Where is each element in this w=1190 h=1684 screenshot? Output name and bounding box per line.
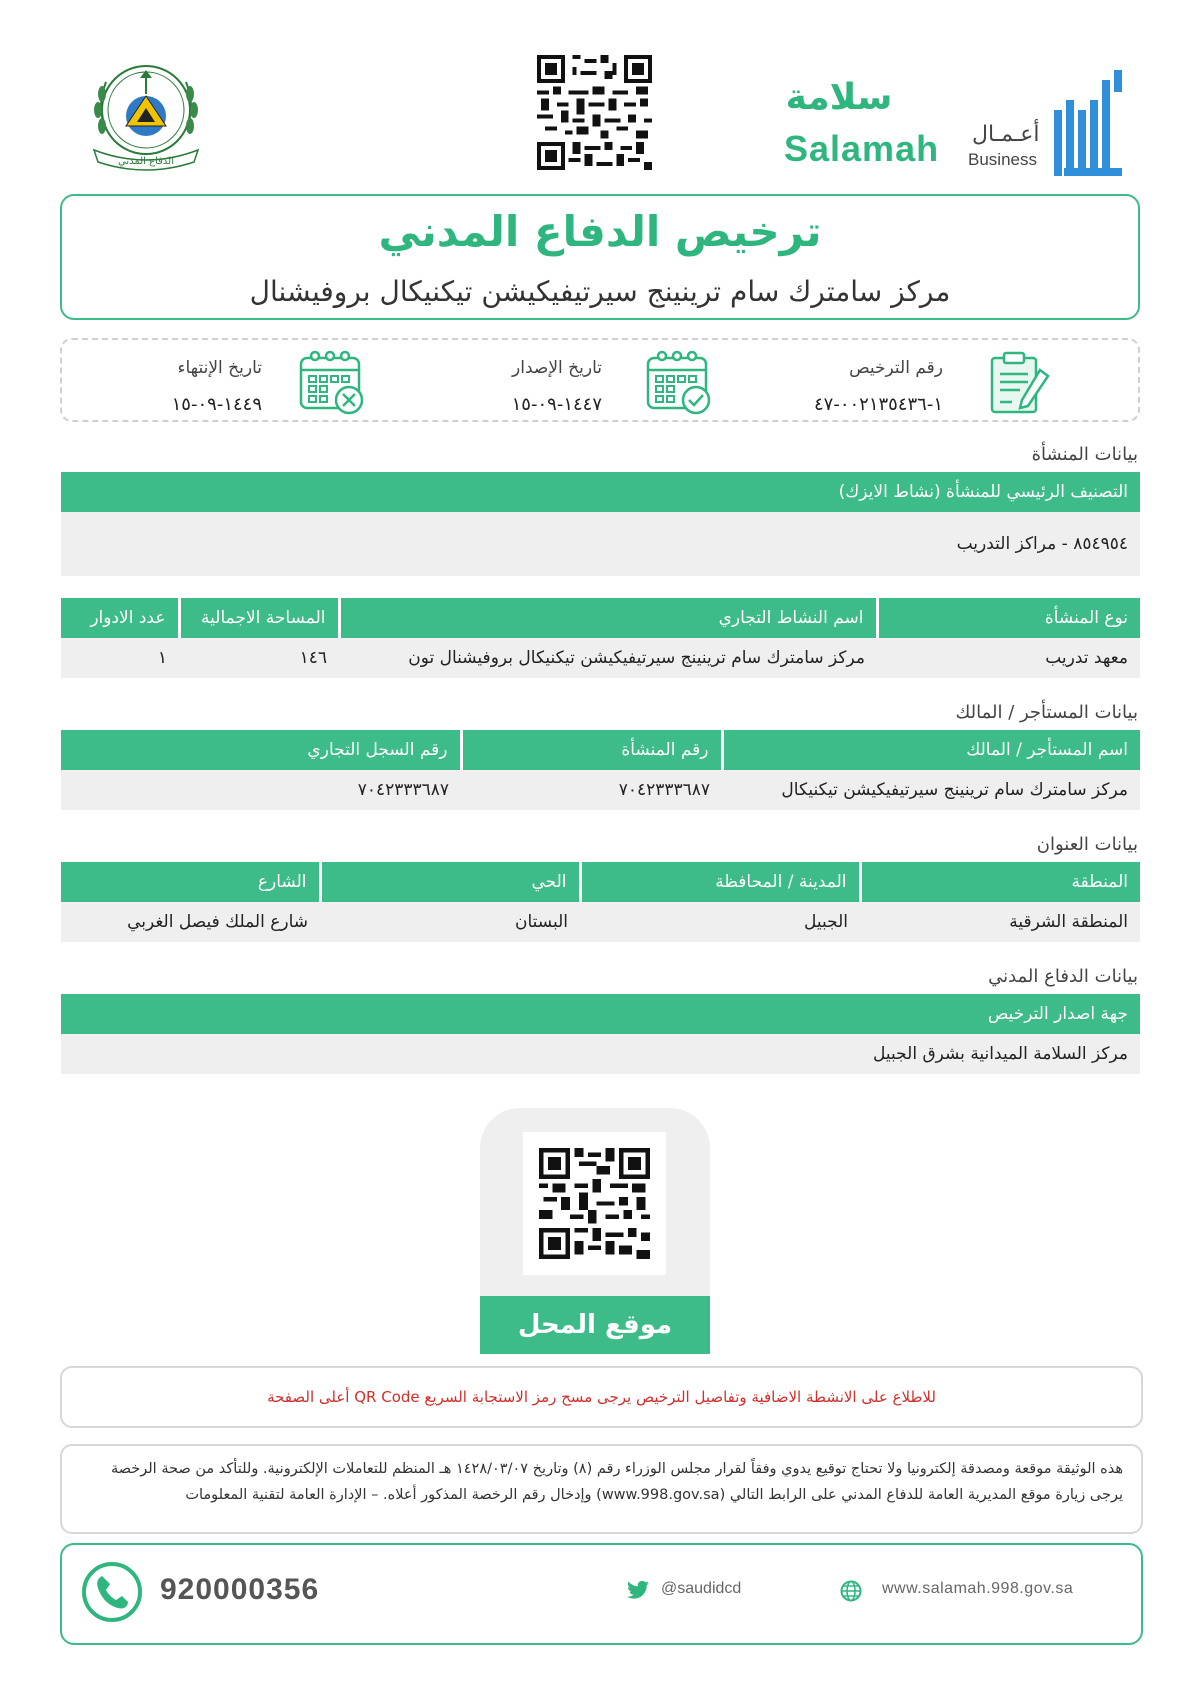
district-value: البستان	[320, 902, 580, 942]
total-area-header: المساحة الاجمالية	[179, 598, 339, 638]
civil-defense-table	[61, 994, 1140, 1074]
owner-name-header: اسم المستأجر / المالك	[722, 730, 1140, 770]
facility-type-value: معهد تدريب	[877, 638, 1140, 678]
floors-value: ١	[61, 638, 179, 678]
amal-logo-arabic: أعـمـال	[972, 122, 1040, 147]
issue-date-label: تاريخ الإصدار	[512, 358, 602, 378]
emblem-ribbon-text: الدفاع المدني	[117, 156, 175, 167]
region-value: المنطقة الشرقية	[860, 902, 1140, 942]
civil-defense-emblem-logo	[80, 58, 212, 178]
street-value: شارع الملك فيصل الغربي	[61, 902, 320, 942]
salamah-logo-arabic: سلامة	[785, 77, 893, 118]
amal-logo-english: Business	[968, 150, 1037, 169]
owner-name-value: مركز سامترك سام ترينينج سيرتيفيكيشن تيكنيكال	[722, 770, 1140, 810]
facility-type-header: نوع المنشأة	[877, 598, 1140, 638]
expiry-date-value: ١٤٤٩-٠٩-١٥	[171, 394, 262, 415]
expiry-date-label: تاريخ الإنتهاء	[177, 358, 262, 378]
street-header: الشارع	[61, 862, 320, 902]
classification-header: التصنيف الرئيسي للمنشأة (نشاط الايزك)	[61, 472, 1140, 512]
location-label: موقع المحل	[480, 1296, 710, 1354]
qr-notice: للاطلاع على الانشطة الاضافية وتفاصيل الترخيص يرجى مسح رمز الاستجابة السريع QR Code أعلى الصفحة	[60, 1366, 1143, 1428]
facility-section-title: بيانات المنشأة	[1031, 444, 1138, 465]
business-name-value: مركز سامترك سام ترينينج سيرتيفيكيشن تيكنيكال بروفيشنال تون	[339, 638, 877, 678]
floors-header: عدد الادوار	[61, 598, 179, 638]
facility-number-header: رقم المنشأة	[461, 730, 722, 770]
twitter-handle[interactable]: @saudidcd	[661, 1580, 742, 1597]
owner-section-title: بيانات المستأجر / المالك	[955, 702, 1138, 723]
facility-details-table	[61, 598, 1140, 678]
business-name-header: اسم النشاط التجاري	[339, 598, 877, 638]
salamah-logo-english: Salamah	[784, 128, 940, 169]
twitter-icon	[627, 1580, 649, 1600]
license-number-value: ١-٠٠٢١٣٥٤٣٦-٤٧	[813, 394, 943, 415]
facility-name-title: مركز سامترك سام ترينينج سيرتيفيكيشن تيكنيكال بروفيشنال	[249, 275, 951, 308]
phone-number[interactable]: 920000356	[160, 1573, 320, 1606]
amal-bars-logo	[1052, 70, 1126, 180]
top-qr-code[interactable]	[537, 55, 652, 170]
region-header: المنطقة	[860, 862, 1140, 902]
calendar-x-icon	[297, 350, 367, 416]
table-row	[61, 638, 1140, 678]
issuing-authority-header: جهة اصدار الترخيص	[61, 994, 1140, 1034]
table-row	[61, 902, 1140, 942]
owner-table	[61, 730, 1140, 810]
clipboard-icon	[988, 350, 1050, 416]
location-qr-code[interactable]	[539, 1148, 650, 1259]
globe-icon	[840, 1580, 862, 1602]
disclaimer-text: هذه الوثيقة موقعة ومصدقة إلكترونيا ولا تحتاج توقيع يدوي وفقاً لقرار مجلس الوزراء رقم (٨) وتاريخ ١٤٢٨/٠٣/٠٧ هـ المنظم للتعاملات الإلكترونية. وللتأكد من صحة الرخصة يرجى زيارة موقع المديرية العامة للدفاع المدني على الرابط التالي (www.998.gov.sa) وإدخال رقم الرخصة المذكور أعلاه. – الإدارة العامة لتقنية المعلومات	[60, 1444, 1143, 1534]
phone-icon	[80, 1560, 144, 1624]
license-title: ترخيص الدفاع المدني	[378, 207, 822, 256]
commercial-register-header: رقم السجل التجاري	[61, 730, 461, 770]
license-number-label: رقم الترخيص	[849, 358, 943, 378]
commercial-register-value: ٧٠٤٢٣٣٣٦٨٧	[61, 770, 461, 810]
city-header: المدينة / المحافظة	[580, 862, 860, 902]
facility-number-value: ٧٠٤٢٣٣٣٦٨٧	[461, 770, 722, 810]
address-section-title: بيانات العنوان	[1036, 834, 1138, 855]
address-table	[61, 862, 1140, 942]
total-area-value: ١٤٦	[179, 638, 339, 678]
civil-defense-section-title: بيانات الدفاع المدني	[988, 966, 1138, 987]
calendar-check-icon	[644, 350, 714, 416]
table-row	[61, 770, 1140, 810]
issuing-authority-value: مركز السلامة الميدانية بشرق الجبيل	[61, 1034, 1140, 1074]
facility-classification-table	[61, 472, 1140, 576]
issue-date-value: ١٤٤٧-٠٩-١٥	[511, 394, 602, 415]
classification-value: ٨٥٤٩٥٤ - مراكز التدريب	[61, 512, 1140, 576]
website-link[interactable]: www.salamah.998.gov.sa	[882, 1580, 1074, 1597]
city-value: الجبيل	[580, 902, 860, 942]
district-header: الحي	[320, 862, 580, 902]
